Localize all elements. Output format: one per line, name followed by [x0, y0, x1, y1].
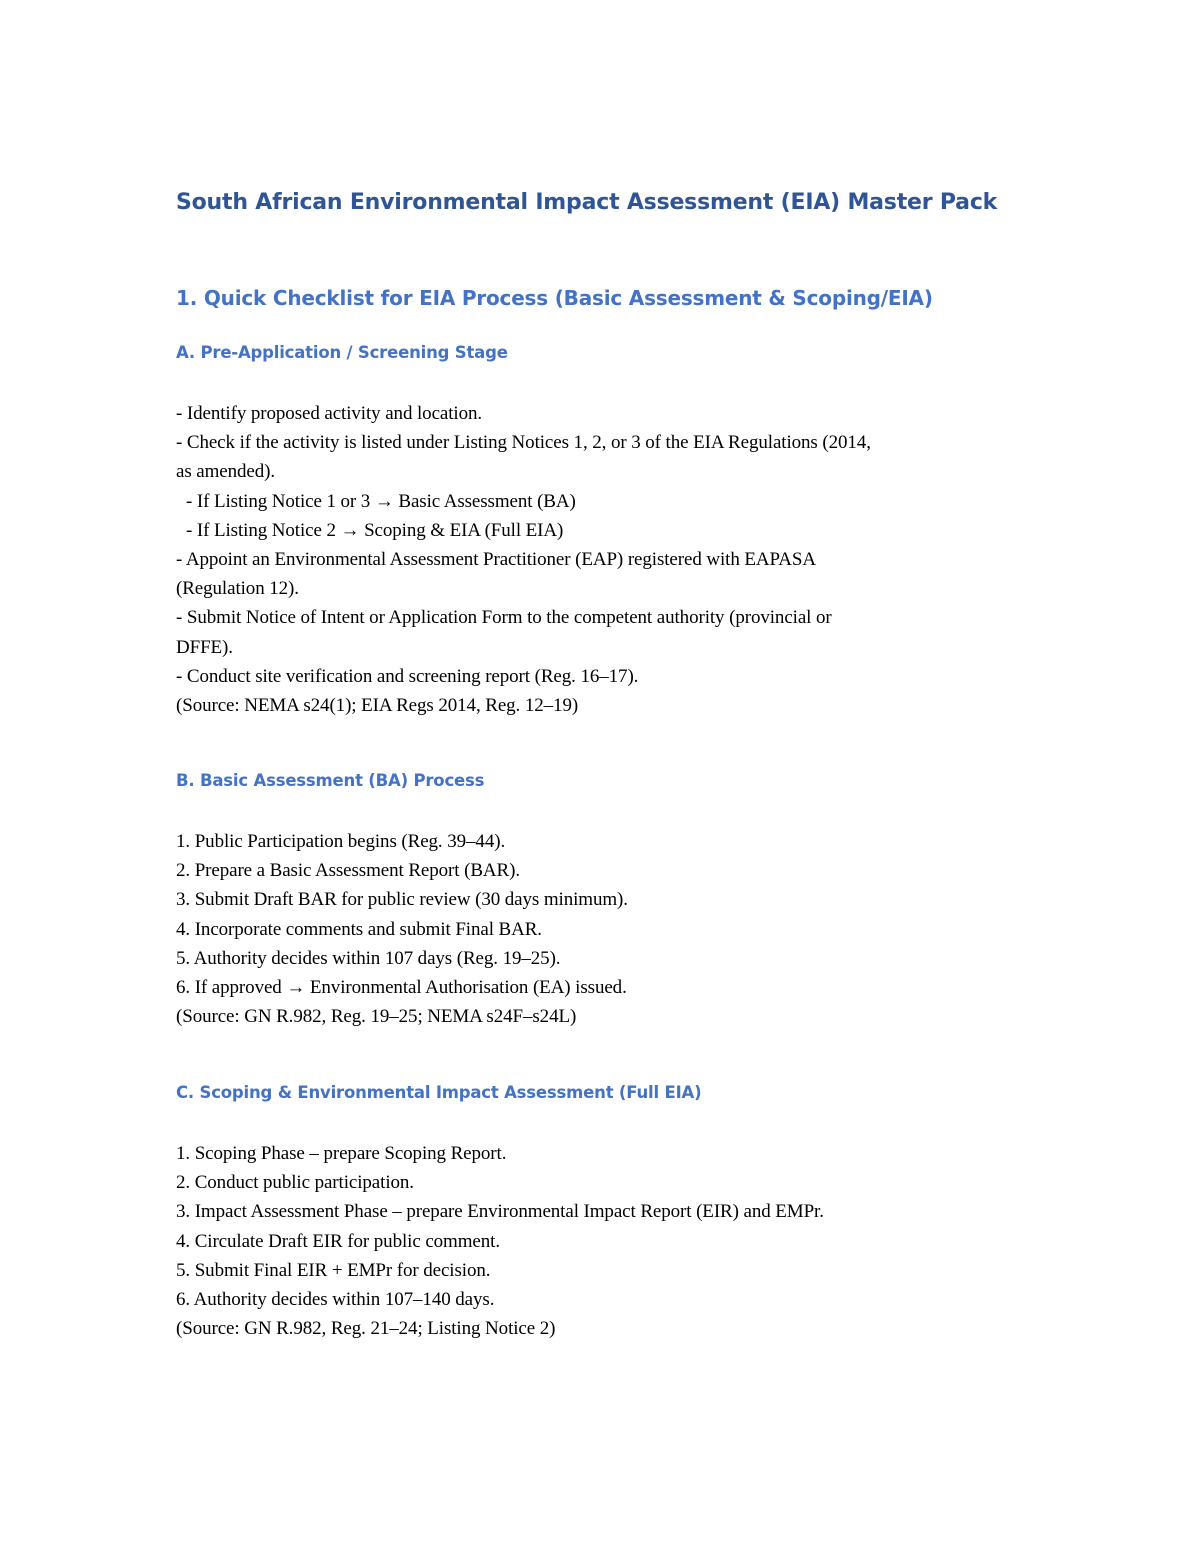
subsection-c-list — [176, 1139, 1036, 1343]
list-item: 2. Prepare a Basic Assessment Report (BAR). — [176, 860, 520, 882]
document-title: South African Environmental Impact Assessment (EIA) Master Pack — [176, 190, 998, 215]
list-item: - Check if the activity is listed under Listing Notices 1, 2, or 3 of the EIA Regulations (2014, — [176, 432, 871, 454]
list-item: 4. Circulate Draft EIR for public comment. — [176, 1230, 500, 1252]
list-item: as amended). — [176, 461, 276, 483]
list-item: - Appoint an Environmental Assessment Practitioner (EAP) registered with EAPASA — [176, 548, 816, 570]
list-item: 3. Impact Assessment Phase – prepare Environmental Impact Report (EIR) and EMPr. — [176, 1201, 824, 1223]
list-item: 5. Authority decides within 107 days (Reg. 19–25). — [176, 947, 561, 969]
subsection-a-heading: A. Pre-Application / Screening Stage — [176, 343, 508, 362]
list-item: 5. Submit Final EIR + EMPr for decision. — [176, 1259, 491, 1281]
list-item: 2. Conduct public participation. — [176, 1172, 414, 1194]
section-1-heading: 1. Quick Checklist for EIA Process (Basic Assessment & Scoping/EIA) — [176, 286, 933, 310]
list-item: 4. Incorporate comments and submit Final BAR. — [176, 918, 542, 940]
list-item: 6. If approved → Environmental Authorisation (EA) issued. — [176, 976, 627, 998]
list-item: - Conduct site verification and screening report (Reg. 16–17). — [176, 665, 639, 687]
list-item: DFFE). — [176, 636, 233, 658]
source-note: (Source: GN R.982, Reg. 19–25; NEMA s24F–s24L) — [176, 1006, 577, 1028]
list-item: - If Listing Notice 2 → Scoping & EIA (Full EIA) — [186, 519, 564, 541]
subsection-b-list — [176, 827, 1036, 1031]
subsection-b-heading: B. Basic Assessment (BA) Process — [176, 771, 485, 790]
list-item: (Regulation 12). — [176, 578, 299, 600]
source-note: (Source: GN R.982, Reg. 21–24; Listing Notice 2) — [176, 1318, 556, 1340]
subsection-c-heading: C. Scoping & Environmental Impact Assessment (Full EIA) — [176, 1083, 702, 1102]
list-item: 1. Public Participation begins (Reg. 39–44). — [176, 831, 506, 852]
list-item: 1. Scoping Phase – prepare Scoping Report. — [176, 1143, 507, 1164]
list-item: 6. Authority decides within 107–140 days. — [176, 1288, 495, 1310]
list-item: - If Listing Notice 1 or 3 → Basic Assessment (BA) — [186, 490, 576, 512]
list-item: - Submit Notice of Intent or Application Form to the competent authority (provincial or — [176, 607, 832, 629]
list-item: - Identify proposed activity and location. — [176, 403, 483, 424]
list-item: 3. Submit Draft BAR for public review (30 days minimum). — [176, 889, 628, 911]
subsection-a-list — [176, 399, 1036, 720]
source-note: (Source: NEMA s24(1); EIA Regs 2014, Reg. 12–19) — [176, 694, 579, 716]
